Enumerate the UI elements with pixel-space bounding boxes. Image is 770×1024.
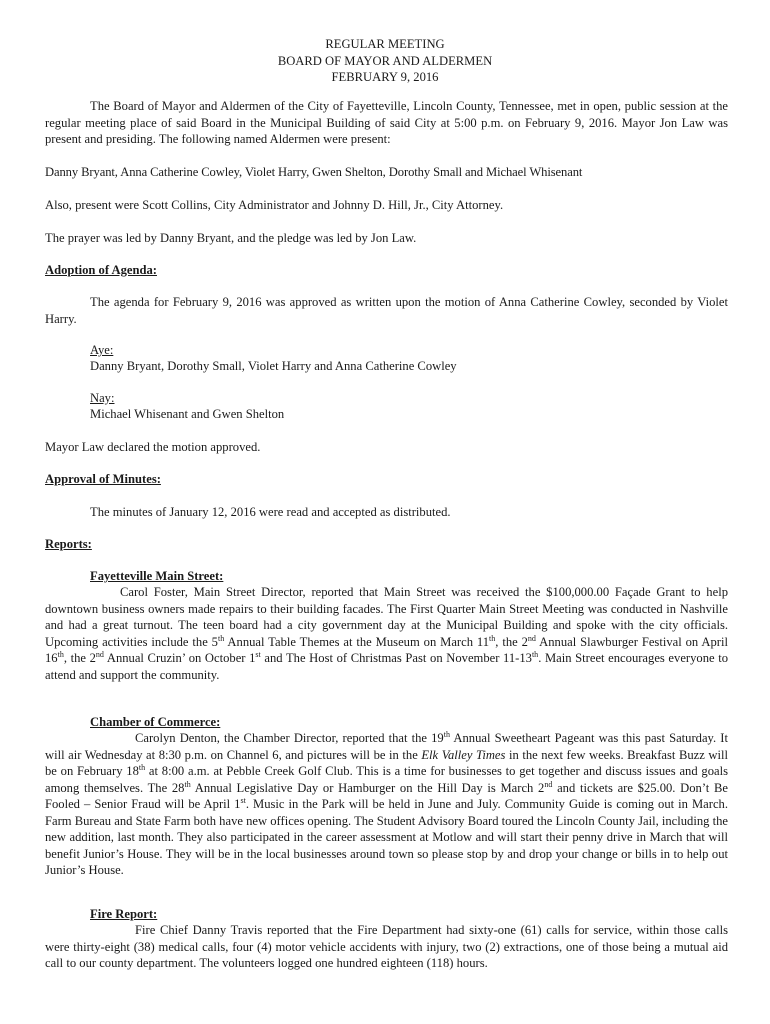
main-street-report: Carol Foster, Main Street Director, reported that Main Street was received the $100,000.00 Façade Grant to help downtown business owners made repairs to their building facades. The First Quarter Main Street Meeting was conducted in Nashville and had a great turnout. The teen board had a city government day at the Municipal Building and spoke with the city officials. Upcoming activities include the 5th Annual Table Themes at the Museum on March 11th, the 2nd Annual Slawburger Festival on April 16th, the 2nd Annual Cruzin’ on October 1st and The Host of Christmas Past on November 11-13th. Main Street encourages everyone to attend and support the community.	[45, 585, 729, 682]
agenda-heading: Adoption of Agenda:	[45, 263, 157, 277]
nay-label: Nay:	[90, 391, 115, 405]
fire-report: Fire Chief Danny Travis reported that the Fire Department had sixty-one (61) calls for service, within those calls were thirty-eight (38) medical calls, four (4) motor vehicle accidents with injury, two (2) extractions, one of those being a mutual aid call to our county department. The volunteers logged one hundred eighteen (118) hours.	[45, 923, 728, 970]
aldermen-present: Danny Bryant, Anna Catherine Cowley, Violet Harry, Gwen Shelton, Dorothy Small and Michael Whisenant	[45, 165, 583, 179]
aye-label: Aye:	[90, 343, 114, 357]
chamber-report: Carolyn Denton, the Chamber Director, reported that the 19th Annual Sweetheart Pageant was this past Saturday. It will air Wednesday at 8:30 p.m. on Channel 6, and pictures will be in the Elk Valley Times in the next few weeks. Breakfast Buzz will be on February 18th at 8:00 a.m. at Pebble Creek Golf Club. This is a time for businesses to get together and discuss issues and goals among themselves. The 28th Annual Legislative Day or Hamburger on the Hill Day is March 2nd and tickets are $25.00. Don’t Be Fooled – Senior Fraud will be April 1st. Music in the Park will be held in June and July. Community Guide is coming out in March. Farm Bureau and State Farm both have new offices opening. The Student Advisory Board toured the Lincoln County Jail, including the new addition, last month. They also participated in the career assessment at Motlow and will start their penny drive in March that will benefit Junior’s House. They will be in the local businesses around town so please stop by and drop your change or bills in to help out Junior’s House.	[45, 729, 729, 877]
nay-names: Michael Whisenant and Gwen Shelton	[90, 407, 285, 421]
intro-paragraph: The Board of Mayor and Aldermen of the City of Fayetteville, Lincoln County, Tennessee, met in open, public session at the regular meeting place of said Board in the Municipal Building of said City at 5:00 p.m. on February 9, 2016. Mayor Jon Law was present and presiding. The following named Aldermen were present:	[45, 99, 728, 146]
header-title: REGULAR MEETING	[325, 37, 445, 51]
reports-heading: Reports:	[45, 537, 92, 551]
header-date: FEBRUARY 9, 2016	[331, 70, 439, 84]
main-street-heading: Fayetteville Main Street:	[90, 569, 224, 583]
motion-result: Mayor Law declared the motion approved.	[45, 440, 261, 454]
agenda-paragraph: The agenda for February 9, 2016 was approved as written upon the motion of Anna Catherine Cowley, seconded by Violet Harry.	[45, 295, 728, 326]
minutes-heading: Approval of Minutes:	[45, 472, 161, 486]
prayer-pledge: The prayer was led by Danny Bryant, and the pledge was led by Jon Law.	[45, 231, 417, 245]
aye-names: Danny Bryant, Dorothy Small, Violet Harry and Anna Catherine Cowley	[90, 359, 457, 373]
also-present: Also, present were Scott Collins, City Administrator and Johnny D. Hill, Jr., City Attorney.	[45, 198, 504, 212]
fire-heading: Fire Report:	[90, 907, 158, 921]
chamber-heading: Chamber of Commerce:	[90, 715, 221, 729]
document-header	[0, 36, 770, 86]
header-board: BOARD OF MAYOR AND ALDERMEN	[277, 53, 493, 68]
minutes-paragraph: The minutes of January 12, 2016 were read and accepted as distributed.	[90, 505, 451, 519]
